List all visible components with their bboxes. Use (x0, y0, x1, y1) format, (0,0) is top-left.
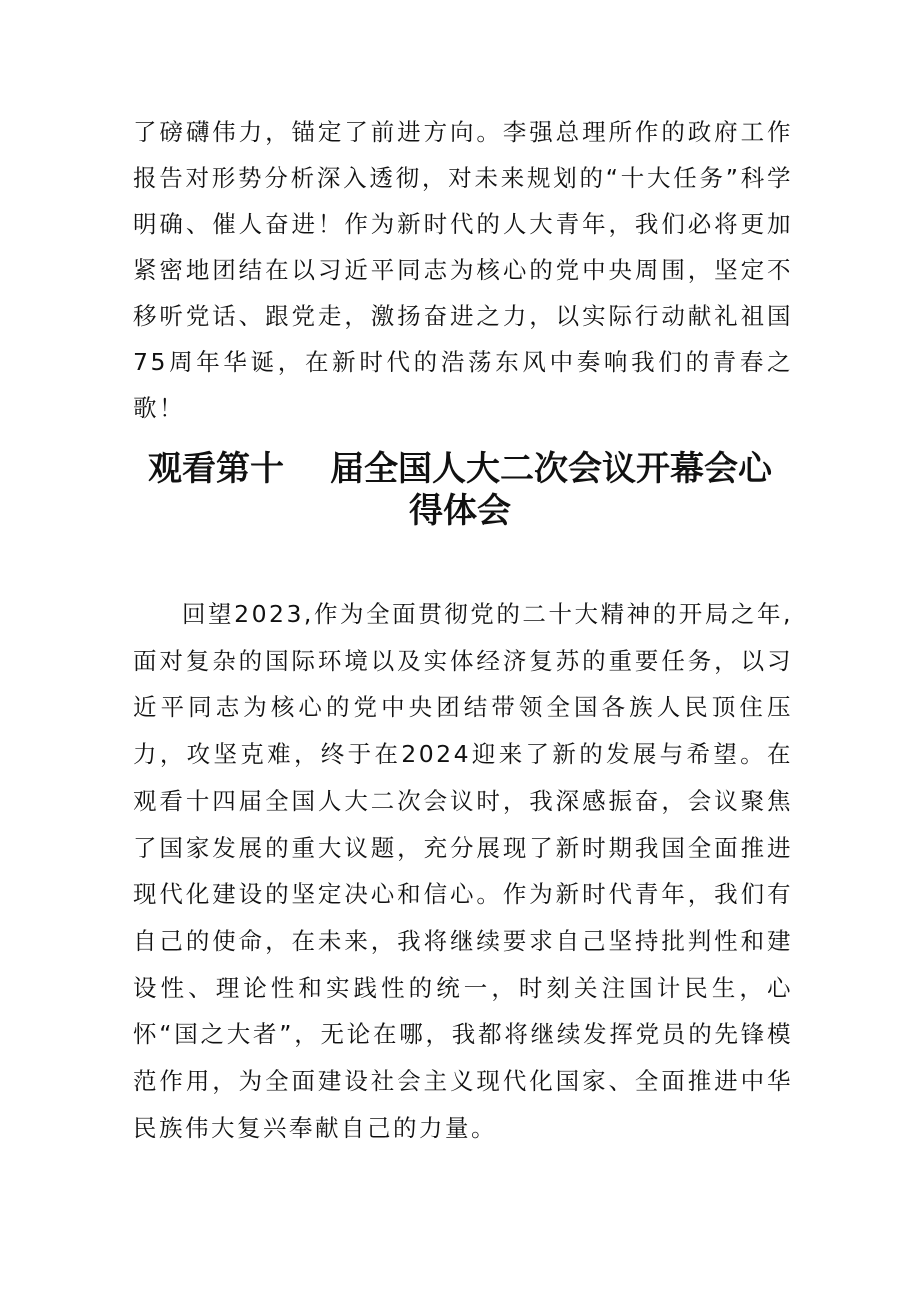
title-line-1 (148, 449, 772, 489)
title-line-2: 得体会 (409, 491, 511, 531)
title-line-1-part-1: 观看第十 (148, 449, 284, 489)
title-line-1-part-2: 届全国人大二次会议开幕会心 (330, 449, 772, 489)
body-paragraph-continued: 了磅礴伟力，锚定了前进方向。李强总理所作的政府工作报告对形势分析深入透彻，对未来规划的“十大任务”科学明确、催人奋进！作为新时代的人大青年，我们必将更加紧密地团结在以习近平同志为核心的党中央周围，坚定不移听党话、跟党走，激扬奋进之力，以实际行动献礼祖国75周年华诞，在新时代的浩荡东风中奏响我们的青春之歌！ (133, 118, 793, 422)
article-title (0, 448, 920, 532)
body-paragraph: 回望2023,作为全面贯彻党的二十大精神的开局之年,面对复杂的国际环境以及实体经济复苏的重要任务，以习近平同志为核心的党中央团结带领全国各族人民顶住压力，攻坚克难，终于在2024迎来了新的发展与希望。在观看十四届全国人大二次会议时，我深感振奋，会议聚焦了国家发展的重大议题，充分展现了新时期我国全面推进现代化建设的坚定决心和信心。作为新时代青年，我们有自己的使命，在未来，我将继续要求自己坚持批判性和建设性、理论性和实践性的统一，时刻关注国计民生，心怀“国之大者”，无论在哪，我都将继续发挥党员的先锋模范作用，为全面建设社会主义现代化国家、全面推进中华民族伟大复兴奉献自己的力量。 (133, 600, 793, 1142)
